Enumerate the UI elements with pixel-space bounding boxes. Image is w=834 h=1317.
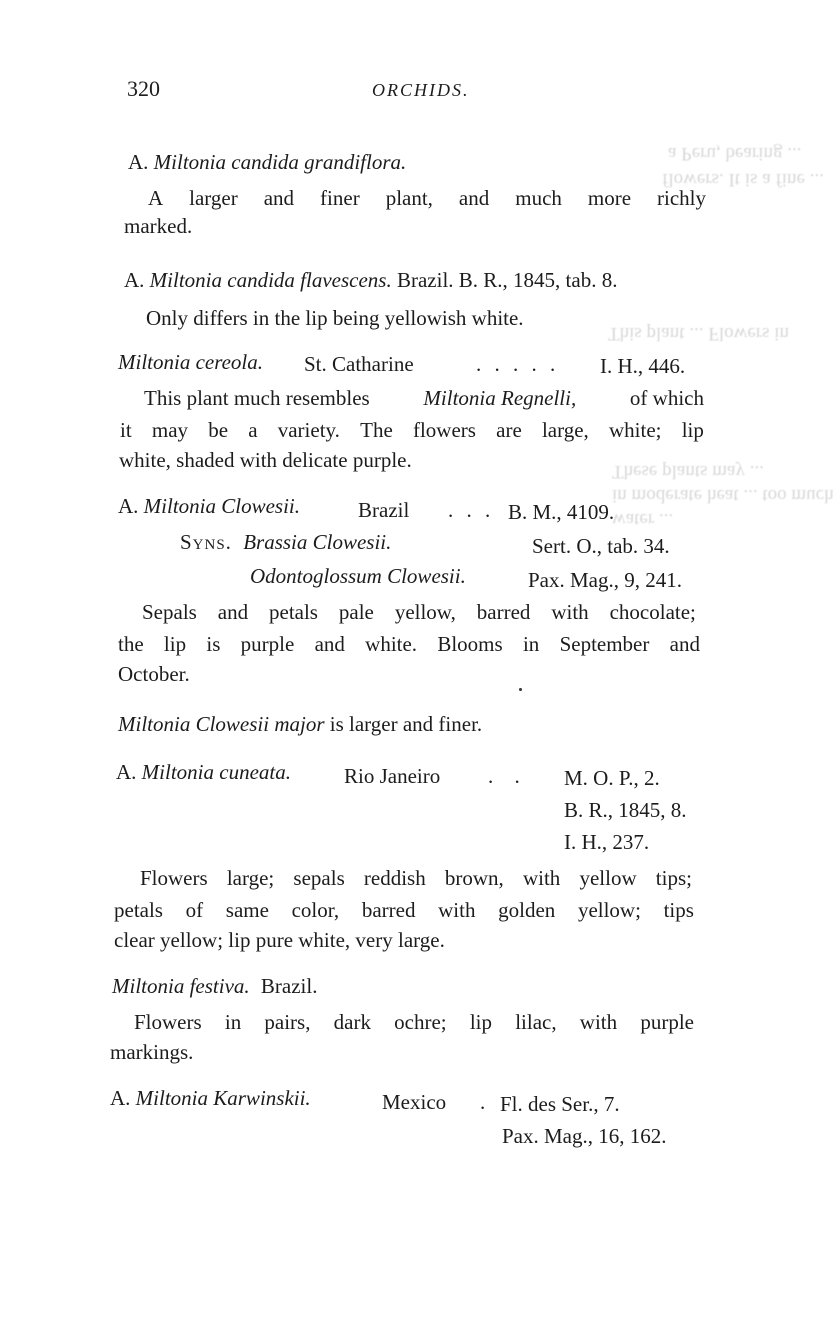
entry-prefix: A.	[118, 494, 139, 518]
word: lip	[469, 1010, 493, 1034]
word: purple	[240, 632, 295, 656]
synonym-label: Syns.	[180, 530, 232, 554]
entry-description	[148, 186, 706, 211]
word: in	[224, 1010, 242, 1034]
word: may	[151, 418, 189, 442]
reference: Fl. des Ser., 7.	[500, 1092, 620, 1116]
word: white.	[365, 632, 418, 656]
word: golden	[498, 898, 556, 922]
locality: Brazil	[358, 498, 410, 522]
entry-heading	[118, 494, 300, 519]
word: larger	[189, 186, 238, 210]
species-name: Miltonia Clowesii.	[143, 494, 301, 518]
word: it	[120, 418, 132, 442]
entry-description	[144, 386, 704, 411]
leader-dots: . . .	[448, 498, 495, 522]
word: much	[515, 186, 562, 210]
word: September	[559, 632, 650, 656]
show-through-text: a Peru, bearing ...	[668, 143, 802, 164]
entry-description: clear yellow; lip pure white, very large.	[114, 928, 445, 952]
entry-heading	[116, 760, 291, 785]
word: color,	[291, 898, 340, 922]
word: yellow,	[394, 600, 456, 624]
show-through-text: in moderate heat ... too much	[612, 485, 834, 506]
word: large;	[226, 866, 275, 890]
word: and	[263, 186, 295, 210]
entry-prefix: A.	[110, 1086, 131, 1110]
reference: M. O. P., 2.	[564, 766, 660, 790]
entry-description: October.	[118, 662, 190, 686]
show-through-text: flowers. It is a fine ...	[662, 169, 824, 190]
species-name: Miltonia cereola.	[118, 350, 264, 374]
word: sepals	[293, 866, 345, 890]
entry-description	[140, 866, 692, 891]
synonym-name: Brassia Clowesii.	[243, 530, 392, 554]
word: ochre;	[394, 1010, 447, 1034]
species-name: Miltonia Karwinskii.	[135, 1086, 311, 1110]
word: brown,	[444, 866, 504, 890]
word: of	[185, 898, 204, 922]
text: This plant much resembles	[144, 386, 370, 410]
reference: I. H., 446.	[600, 354, 686, 378]
word: purple	[640, 1010, 694, 1034]
word: pale	[338, 600, 374, 624]
word: flowers	[412, 418, 476, 442]
word: is	[206, 632, 221, 656]
synonym-line	[180, 530, 391, 555]
reference: Pax. Mag., 9, 241.	[528, 568, 682, 592]
word: barred	[476, 600, 531, 624]
word: yellow;	[577, 898, 641, 922]
word: The	[360, 418, 393, 442]
word: tips	[663, 898, 694, 922]
entry-heading	[124, 268, 617, 293]
word: plant,	[385, 186, 433, 210]
reference: B. M., 4109.	[508, 500, 615, 524]
word: and	[217, 600, 249, 624]
locality: St. Catharine	[304, 352, 414, 376]
word: in	[522, 632, 540, 656]
leader-dots: .	[480, 1090, 486, 1114]
word: the	[118, 632, 144, 656]
locality-reference: Brazil. B. R., 1845, tab. 8.	[396, 268, 618, 292]
leader-dots: . .	[488, 764, 528, 788]
entry-description	[120, 418, 704, 443]
word: Blooms	[437, 632, 503, 656]
reference: B. R., 1845, 8.	[564, 798, 687, 822]
reference: Sert. O., tab. 34.	[532, 534, 670, 558]
locality: Brazil.	[260, 974, 318, 998]
page-number: 320	[127, 76, 160, 101]
reference: Pax. Mag., 16, 162.	[502, 1124, 667, 1148]
species-name: Miltonia Clowesii major	[118, 712, 325, 736]
entry-description	[114, 898, 694, 923]
word: finer	[320, 186, 360, 210]
word: Sepals	[142, 600, 197, 624]
word: a	[248, 418, 258, 442]
synonym-name: Odontoglossum Clowesii.	[250, 564, 466, 588]
word: more	[587, 186, 632, 210]
entry-prefix: A.	[124, 268, 145, 292]
species-name: Miltonia candida grandiflora.	[153, 150, 407, 174]
word: yellow	[579, 866, 637, 890]
word: and	[458, 186, 490, 210]
entry-description: is larger and finer.	[329, 712, 483, 736]
entry-description: Only differs in the lip being yellowish white.	[146, 306, 524, 330]
word: lip	[681, 418, 704, 442]
word: and	[669, 632, 700, 656]
word: Flowers	[134, 1010, 202, 1034]
word: reddish	[363, 866, 426, 890]
ink-speck	[519, 688, 522, 691]
word: barred	[361, 898, 416, 922]
word: and	[314, 632, 345, 656]
word: petals	[114, 898, 163, 922]
species-name: Miltonia cuneata.	[141, 760, 291, 784]
word: dark	[333, 1010, 371, 1034]
word: lip	[163, 632, 187, 656]
leader-dots: . . . . .	[476, 352, 560, 376]
word: petals	[269, 600, 318, 624]
word: A	[148, 186, 164, 210]
entry-heading	[110, 1086, 311, 1111]
word: are	[496, 418, 522, 442]
entry-description	[142, 600, 696, 625]
word: same	[225, 898, 269, 922]
show-through-text: These plants may ...	[612, 461, 764, 482]
word: chocolate;	[609, 600, 696, 624]
entry-description: markings.	[110, 1040, 194, 1064]
species-name: Miltonia festiva.	[112, 974, 250, 998]
word: tips;	[655, 866, 692, 890]
word: with	[438, 898, 476, 922]
species-name: Miltonia candida flavescens.	[149, 268, 392, 292]
entry-description: marked.	[124, 214, 193, 238]
entry-heading	[112, 974, 317, 999]
text: of which	[629, 386, 704, 410]
word: white;	[609, 418, 662, 442]
word: richly	[657, 186, 706, 210]
word: with	[522, 866, 561, 890]
show-through-text: This plant ... Flowers in	[608, 323, 790, 344]
word: with	[579, 1010, 618, 1034]
running-header: ORCHIDS.	[372, 80, 470, 100]
entry-description: white, shaded with delicate purple.	[119, 448, 412, 472]
word: be	[208, 418, 229, 442]
locality: Rio Janeiro	[344, 764, 441, 788]
entry-heading	[128, 150, 406, 175]
entry-heading	[118, 712, 482, 737]
reference: I. H., 237.	[564, 830, 650, 854]
species-name: Miltonia Regnelli,	[423, 386, 577, 410]
locality: Mexico	[382, 1090, 447, 1114]
word: large,	[541, 418, 589, 442]
entry-prefix: A.	[128, 150, 149, 174]
entry-prefix: A.	[116, 760, 137, 784]
word: Flowers	[140, 866, 208, 890]
show-through-text: water ...	[612, 509, 674, 530]
word: with	[551, 600, 589, 624]
word: pairs,	[264, 1010, 311, 1034]
entry-description	[134, 1010, 694, 1035]
word: variety.	[277, 418, 340, 442]
entry-description	[118, 632, 700, 657]
word: lilac,	[515, 1010, 557, 1034]
